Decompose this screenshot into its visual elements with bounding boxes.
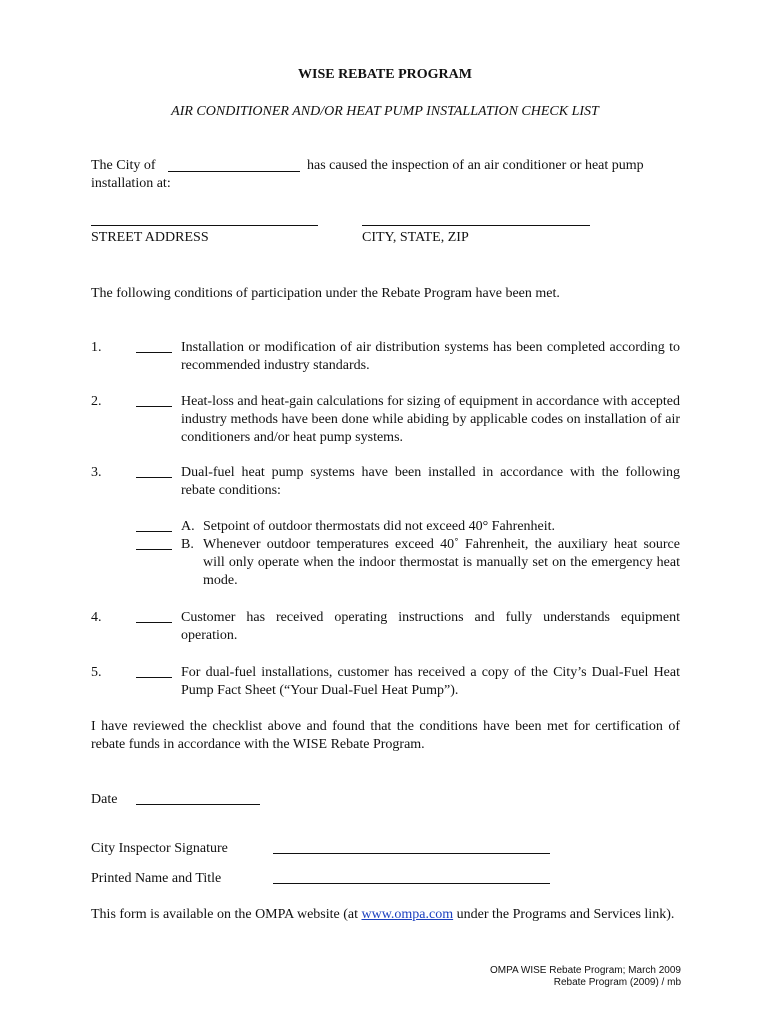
- inspector-signature-blank[interactable]: [273, 853, 550, 854]
- item-text: For dual-fuel installations, customer has received a copy of the City’s Dual-Fuel Heat Pump Fact Sheet (“Your Dual-Fuel Heat Pump”).: [181, 665, 680, 698]
- item-3-check-blank[interactable]: [136, 477, 172, 478]
- item-number: 1.: [91, 340, 102, 355]
- item-number: 2.: [91, 394, 102, 409]
- ompa-website-link[interactable]: www.ompa.com: [361, 907, 454, 922]
- form-subtitle: AIR CONDITIONER AND/OR HEAT PUMP INSTALLATION CHECK LIST: [171, 104, 599, 119]
- item-number: 5.: [91, 665, 102, 680]
- city-name-blank[interactable]: [168, 171, 300, 172]
- item-number: 4.: [91, 610, 102, 625]
- availability-prefix: This form is available on the OMPA website (at: [91, 907, 358, 922]
- printed-name-label: Printed Name and Title: [91, 871, 222, 886]
- subitem-text: Setpoint of outdoor thermostats did not exceed 40° Fahrenheit.: [203, 519, 556, 534]
- certification-statement: I have reviewed the checklist above and found that the conditions have been met for certification of rebate funds in accordance with the WISE Rebate Program.: [91, 719, 680, 752]
- subitem-a-check-blank[interactable]: [136, 531, 172, 532]
- item-text: Installation or modification of air distribution systems has been completed according to recommended industry standards.: [181, 340, 680, 373]
- form-title: WISE REBATE PROGRAM: [298, 67, 472, 82]
- subitem-letter: B.: [181, 537, 194, 552]
- subitem-letter: A.: [181, 519, 195, 534]
- item-1-check-blank[interactable]: [136, 352, 172, 353]
- street-address-blank[interactable]: [91, 225, 318, 226]
- intro-line-2: installation at:: [91, 176, 171, 191]
- inspector-signature-label: City Inspector Signature: [91, 841, 228, 856]
- item-text: Customer has received operating instructions and fully understands equipment operation.: [181, 610, 680, 643]
- printed-name-blank[interactable]: [273, 883, 550, 884]
- availability-note: [91, 906, 680, 924]
- date-label: Date: [91, 792, 118, 807]
- city-state-zip-blank[interactable]: [362, 225, 590, 226]
- date-blank[interactable]: [136, 804, 260, 805]
- item-number: 3.: [91, 465, 102, 480]
- intro-city-prefix: The City of: [91, 158, 156, 173]
- item-4-check-blank[interactable]: [136, 622, 172, 623]
- street-address-label: STREET ADDRESS: [91, 230, 209, 245]
- subitem-b-check-blank[interactable]: [136, 549, 172, 550]
- item-5-check-blank[interactable]: [136, 677, 172, 678]
- item-text: Dual-fuel heat pump systems have been installed in accordance with the following rebate conditions:: [181, 465, 680, 498]
- availability-suffix: under the Programs and Services link).: [456, 907, 675, 922]
- city-state-zip-label: CITY, STATE, ZIP: [362, 230, 469, 245]
- footer-line-1: OMPA WISE Rebate Program; March 2009: [489, 965, 681, 976]
- item-2-check-blank[interactable]: [136, 406, 172, 407]
- conditions-intro: The following conditions of participation under the Rebate Program have been met.: [91, 286, 560, 301]
- intro-city-suffix: has caused the inspection of an air conditioner or heat pump: [307, 158, 644, 173]
- footer-line-2: Rebate Program (2009) / mb: [553, 977, 681, 988]
- subitem-text: Whenever outdoor temperatures exceed 40˚ Fahrenheit, the auxiliary heat source will only operate when the indoor thermostat is manually set on the emergency heat mode.: [203, 537, 680, 588]
- item-text: Heat-loss and heat-gain calculations for sizing of equipment in accordance with accepted industry methods have been done while abiding by applicable codes on installation of air conditioners and/or heat pump systems.: [181, 394, 680, 445]
